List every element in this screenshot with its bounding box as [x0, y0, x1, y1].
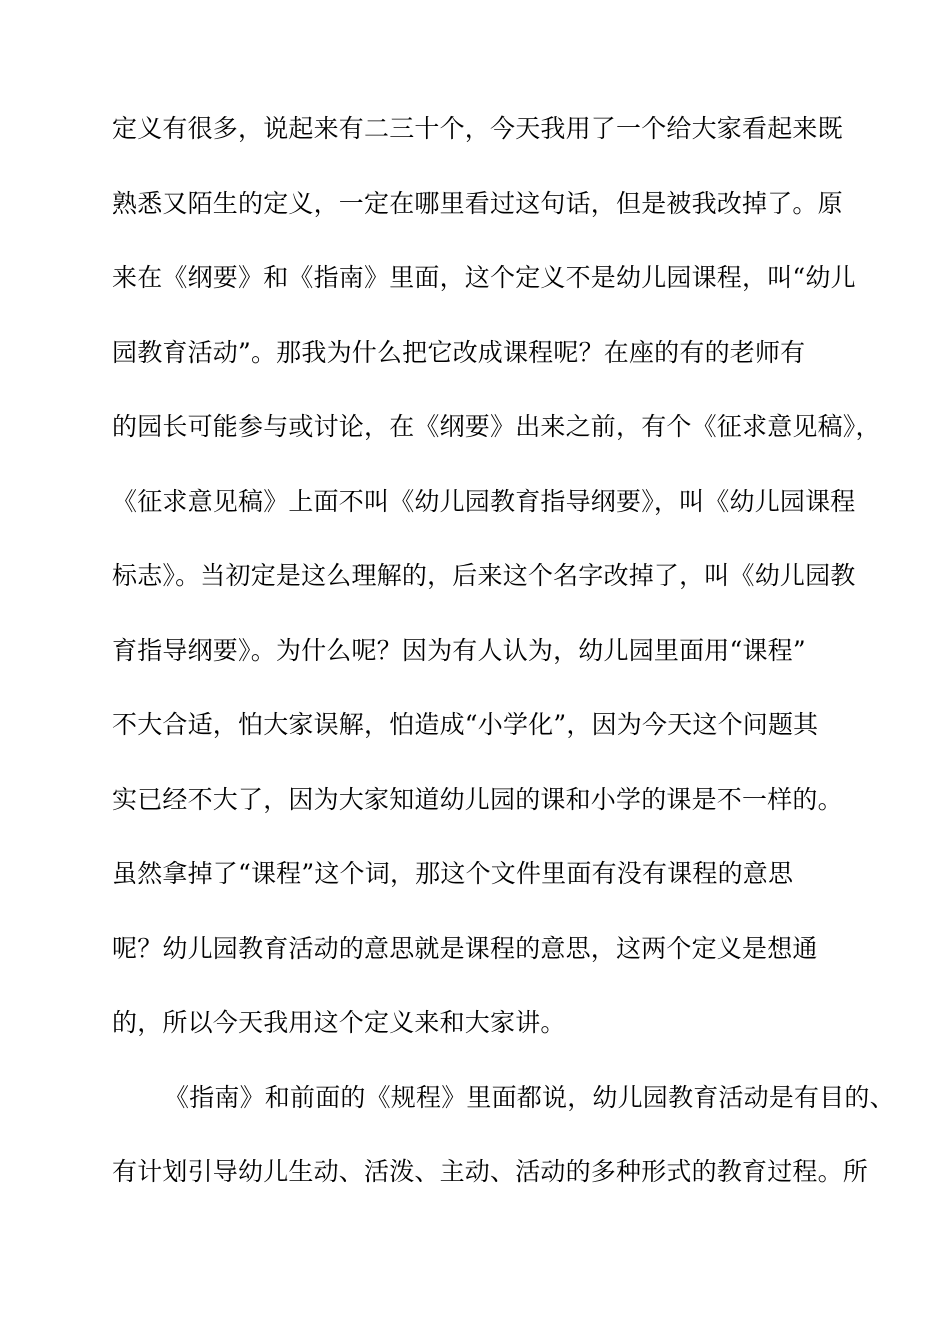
text-line: 有计划引导幼儿生动、活泼、主动、活动的多种形式的教育过程。所	[112, 1157, 869, 1186]
text-line: 标志》。当初定是这么理解的，后来这个名字改掉了，叫《幼儿园教	[112, 561, 856, 590]
text-line: 育指导纲要》。为什么呢？因为有人认为，幼儿园里面用“课程”	[112, 635, 806, 665]
text-line: 《征求意见稿》上面不叫《幼儿园教育指导纲要》，叫《幼儿园课程	[112, 486, 856, 516]
text-line: 园教育活动”。那我为什么把它改成课程呢？在座的有的老师有	[112, 337, 806, 367]
text-line: 虽然拿掉了“课程”这个词，那这个文件里面有没有课程的意思	[112, 859, 794, 888]
text-line: 不大合适，怕大家误解，怕造成“小学化”，因为今天这个问题其	[112, 710, 819, 739]
body-text	[112, 104, 895, 1222]
text-line: 的，所以今天我用这个定义来和大家讲。	[112, 1008, 566, 1037]
text-line: 来在《纲要》和《指南》里面，这个定义不是幼儿园课程，叫“幼儿	[112, 263, 856, 292]
text-line: 定义有很多，说起来有二三十个，今天我用了一个给大家看起来既	[112, 114, 843, 143]
text-line: 呢？幼儿园教育活动的意思就是课程的意思，这两个定义是想通	[112, 933, 818, 963]
text-line: 熟悉又陌生的定义，一定在哪里看过这句话，但是被我改掉了。原	[112, 188, 843, 218]
paragraph-first-line: 《指南》和前面的《规程》里面都说，幼儿园教育活动是有目的、	[164, 1082, 895, 1112]
text-line: 的园长可能参与或讨论，在《纲要》出来之前，有个《征求意见稿》，	[112, 412, 881, 441]
text-line: 实已经不大了，因为大家知道幼儿园的课和小学的课是不一样的。	[112, 784, 843, 814]
